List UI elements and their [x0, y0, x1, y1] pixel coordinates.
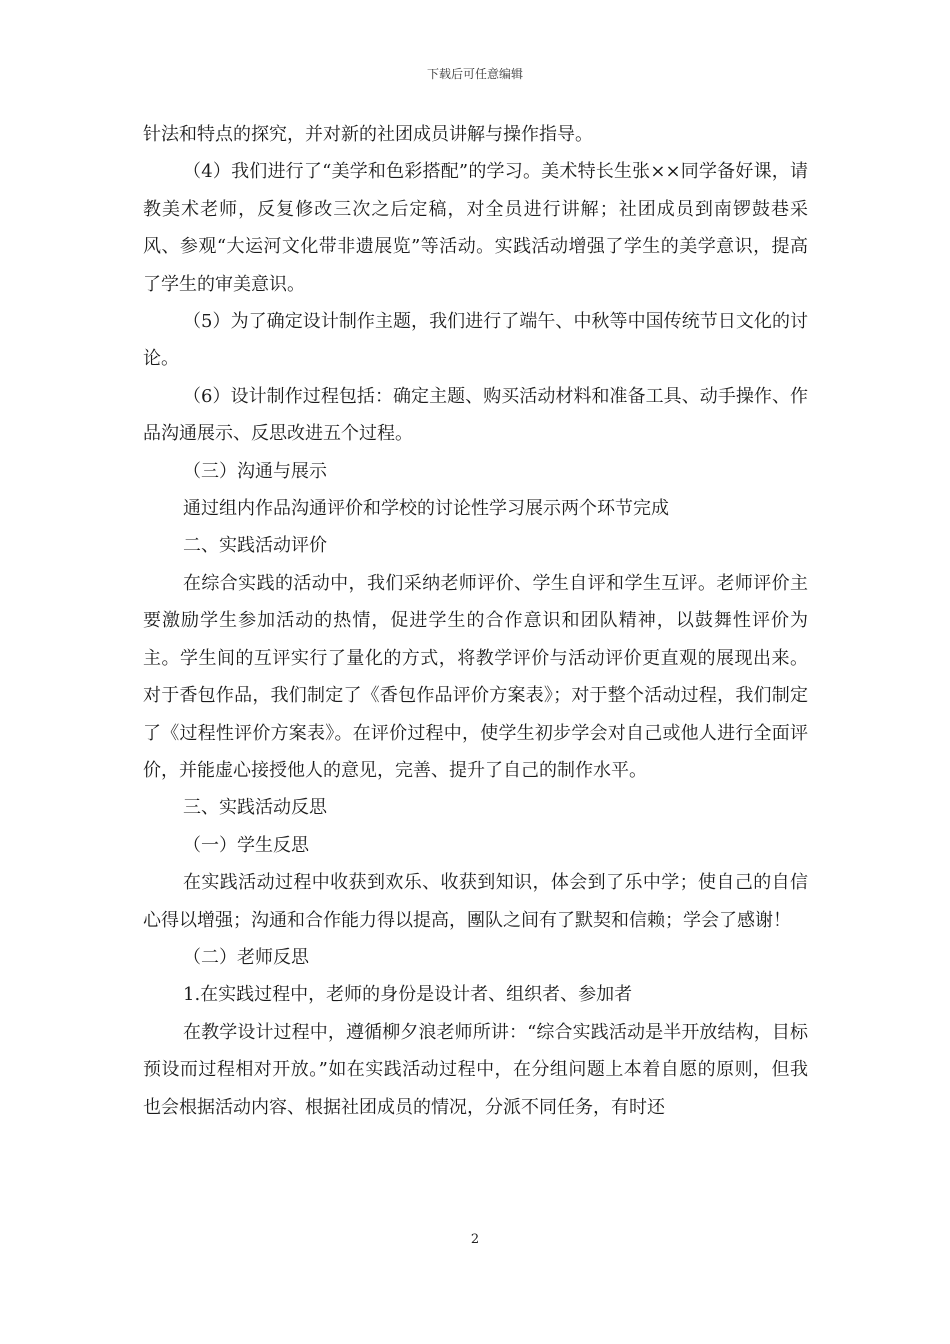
paragraph-13: 1.在实践过程中，老师的身份是设计者、组织者、参加者: [183, 984, 633, 1006]
paragraph-3: （5）为了确定设计制作主题，我们进行了端午、中秋等中国传统节日文化的讨论。: [143, 311, 808, 370]
paragraph-11: 在实践活动过程中收获到欢乐、收获到知识，体会到了乐中学；使自己的自信心得以增强；沟通和合作能力得以提高，團队之间有了默契和信赖；学会了感谢！: [143, 872, 808, 931]
subsection-heading-student-reflection: （一）学生反思: [183, 834, 309, 856]
paragraph-14: 在教学设计过程中，遵循柳夕浪老师所讲：“综合实践活动是半开放结构，目标预设而过程相对开放。”如在实践活动过程中，在分组问题上本着自愿的原则，但我也会根据活动内容、根据社团成员的情况，分派不同任务，有时还: [143, 1021, 808, 1118]
paragraph-2: （4）我们进行了“美学和色彩搭配”的学习。美术特长生张××同学备好课，请教美术老师，反复修改三次之后定稿，对全员进行讲解；社团成员到南锣鼓巷采风、参观“大运河文化带非遗展览”等活动。实践活动增强了学生的美学意识，提高了学生的审美意识。: [143, 161, 808, 295]
document-body: [143, 116, 808, 1126]
page-header: 下载后可任意编辑: [426, 67, 523, 81]
paragraph-4: （6）设计制作过程包括：确定主题、购买活动材料和准备工具、动手操作、作品沟通展示、反思改进五个过程。: [143, 385, 808, 445]
paragraph-6: 通过组内作品沟通评价和学校的讨论性学习展示两个环节完成: [183, 498, 669, 520]
section-heading-communication: （三）沟通与展示: [183, 460, 327, 482]
section-heading-reflection: 三、实践活动反思: [183, 797, 327, 819]
section-heading-evaluation: 二、实践活动评价: [183, 535, 327, 557]
subsection-heading-teacher-reflection: （二）老师反思: [183, 946, 309, 968]
paragraph-1: 针法和特点的探究，并对新的社团成员讲解与操作指导。: [143, 124, 593, 145]
page-number: 2: [470, 1232, 480, 1247]
paragraph-8: 在综合实践的活动中，我们采纳老师评价、学生自评和学生互评。老师评价主要激励学生参加活动的热情，促进学生的合作意识和团队精神，以鼓舞性评价为主。学生间的互评实行了量化的方式，将教学评价与活动评价更直观的展现出来。对于香包作品，我们制定了《香包作品评价方案表》；对于整个活动过程，我们制定了《过程性评价方案表》。在评价过程中，使学生初步学会对自己或他人进行全面评价，并能虚心接授他人的意见，完善、提升了自己的制作水平。: [143, 572, 808, 781]
